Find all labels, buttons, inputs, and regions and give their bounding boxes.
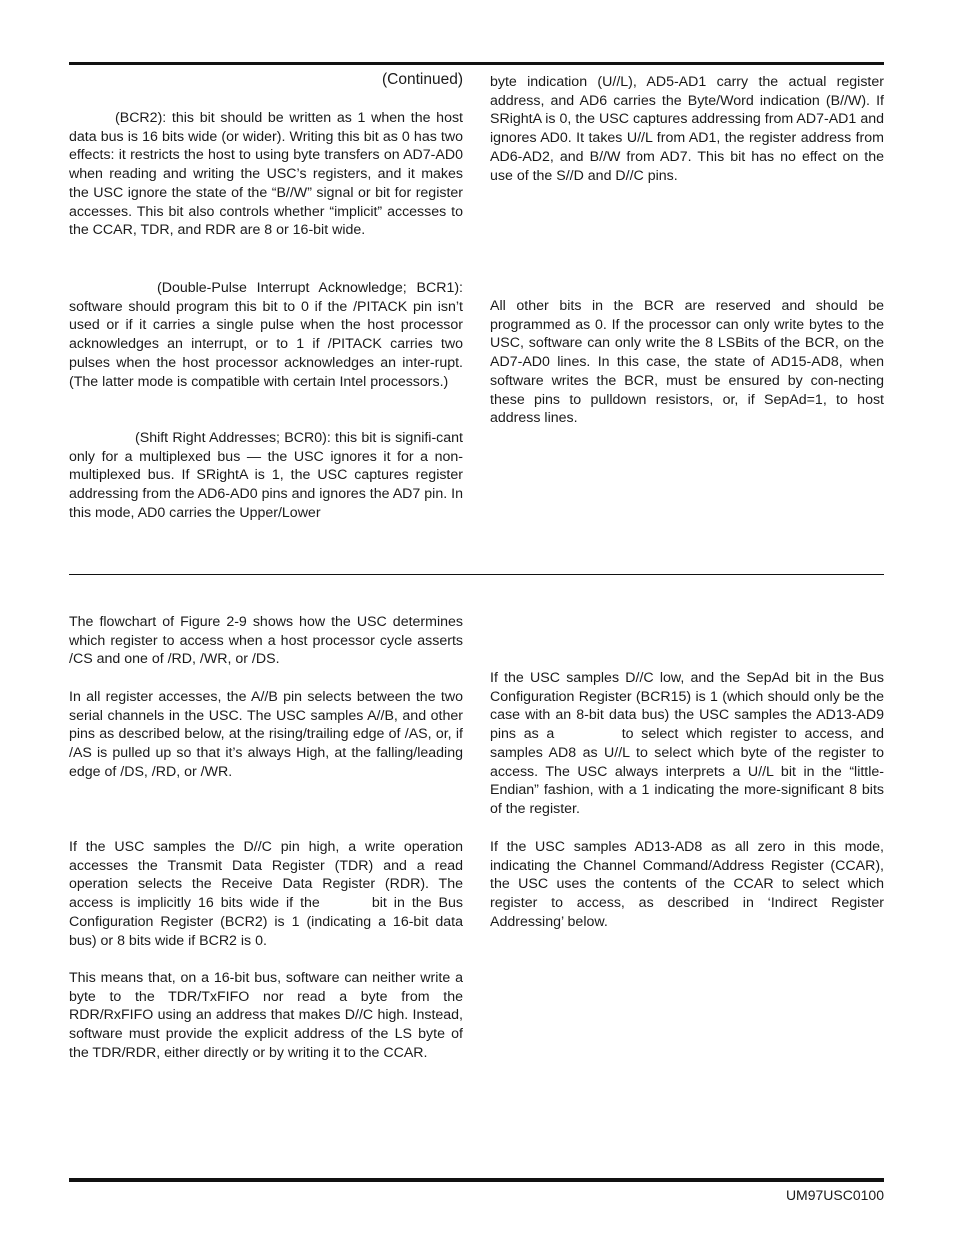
continued-label: (Continued)	[382, 71, 463, 88]
bcr1-block	[69, 279, 463, 391]
flowchart-block	[69, 613, 463, 669]
sixteen-bit-block	[69, 969, 463, 1063]
ccar-block	[490, 838, 884, 932]
channel-select-block	[69, 688, 463, 782]
dc-high-text-a: If the USC samples the D//C pin high, a write operation accesses the Transmit Data Register (TDR) and a read operation selects the Receive Data Register (RDR). The access is implicitly 16 bits wide if the	[69, 839, 463, 912]
flowchart-paragraph: The flowchart of Figure 2-9 shows how the USC determines which register to access when a host processor cycle asserts /CS and one of /RD, /WR, or /DS.	[69, 614, 463, 668]
dc-low-block	[490, 669, 884, 819]
dc-low-text-b: to select which register to access, and samples AD8 as U//L to select which byte of the register to access. The USC always interprets a U//L bit in the “little-Endian” fashion, with a 1 indicating the more-significant 8 bits of the register.	[490, 726, 884, 817]
bcr-right-column	[490, 73, 884, 185]
sright-continuation-paragraph: byte indication (U//L), AD5-AD1 carry the actual register address, and AD6 carries the Byte/Word indication (B//W). If SRightA is 0, the USC captures addressing from AD7-AD1 and ignores AD0. It takes U//L from AD1, the register address from AD6-AD2, and B//W from AD7. This bit has no effect on the use of the S//D and D//C pins.	[490, 74, 884, 184]
dc-high-text-b: bit in the Bus Configuration Register (BCR2) is 1 (indicating a 16-bit data bus) or 8 bits wide if BCR2 is 0.	[69, 895, 463, 949]
bcr0-paragraph: (Shift Right Addresses; BCR0): this bit is signifi-cant only for a multiplexed bus — the USC ignores it for a non-multiplexed bus. If SRightA is 1, the USC captures register addressing from the AD6-AD0 pins and ignores the AD7 pin. In this mode, AD0 carries the Upper/Lower	[69, 430, 463, 521]
dc-high-block	[69, 838, 463, 950]
bottom-rule	[69, 1178, 884, 1182]
bcr-left-column	[69, 109, 463, 240]
channel-select-paragraph: In all register accesses, the A//B pin selects between the two serial channels in the USC. The USC samples A//B, and other pins as described below, at the rising/trailing edge of /AS, or, if /AS is pulled up so that it’s always High, at the falling/leading edge of /DS, /RD, or /WR.	[69, 689, 463, 780]
ccar-paragraph: If the USC samples AD13-AD8 as all zero in this mode, indicating the Channel Command/Address Register (CCAR), the USC uses the contents of the CCAR to select which register to access, as described in ‘Indirect Register Addressing’ below.	[490, 839, 884, 930]
dc-low-text-a: If the USC samples D//C low, and the SepAd bit in the Bus Configuration Register (BCR15) is 1 (which should only be the case with an 8-bit data bus) the USC samples the AD13-AD9 pins as a	[490, 670, 884, 743]
section-divider	[69, 574, 884, 575]
document-id: UM97USC0100	[785, 1187, 884, 1203]
bcr2-paragraph: (BCR2): this bit should be written as 1 when the host data bus is 16 bits wide (or wider). Writing this bit as 0 has two effects: it restricts the host to using byte transfers on AD7-AD0 when reading and writing the USC’s registers, and it makes the USC ignore the state of the “B//W” signal or bit for register accesses. This bit also controls whether “implicit” accesses to the CCAR, TDR, and RDR are 8 or 16-bit wide.	[69, 110, 463, 239]
reserved-bits-block	[490, 297, 884, 428]
top-rule	[69, 62, 884, 65]
reserved-bits-paragraph: All other bits in the BCR are reserved and should be programmed as 0. If the processor can only write bytes to the USC, software can only write the 8 LSBits of the BCR, on the AD7-AD0 lines. In this case, the state of AD15-AD8, when software writes the BCR, must be ensured by con-necting these pins to pulldown resistors, or, if SepAd=1, to host address lines.	[490, 298, 884, 427]
bcr1-paragraph: (Double-Pulse Interrupt Acknowledge; BCR1): software should program this bit to 0 if the /PITACK pin isn’t used or if it carries a single pulse when the host processor acknowledges an interrupt, or to 1 if /PITACK carries two pulses when the host processor acknowledges an inter-rupt. (The latter mode is compatible with certain Intel processors.)	[69, 280, 463, 390]
sixteen-bit-paragraph: This means that, on a 16-bit bus, software can neither write a byte to the TDR/TxFIFO nor read a byte from the RDR/RxFIFO using an address that makes D//C high. Instead, software must provide the explicit address of the LS byte of the TDR/RDR, either directly or by writing it to the CCAR.	[69, 970, 463, 1061]
bcr0-block	[69, 429, 463, 523]
dc-high-paragraph	[69, 838, 463, 950]
dc-low-paragraph	[490, 669, 884, 819]
